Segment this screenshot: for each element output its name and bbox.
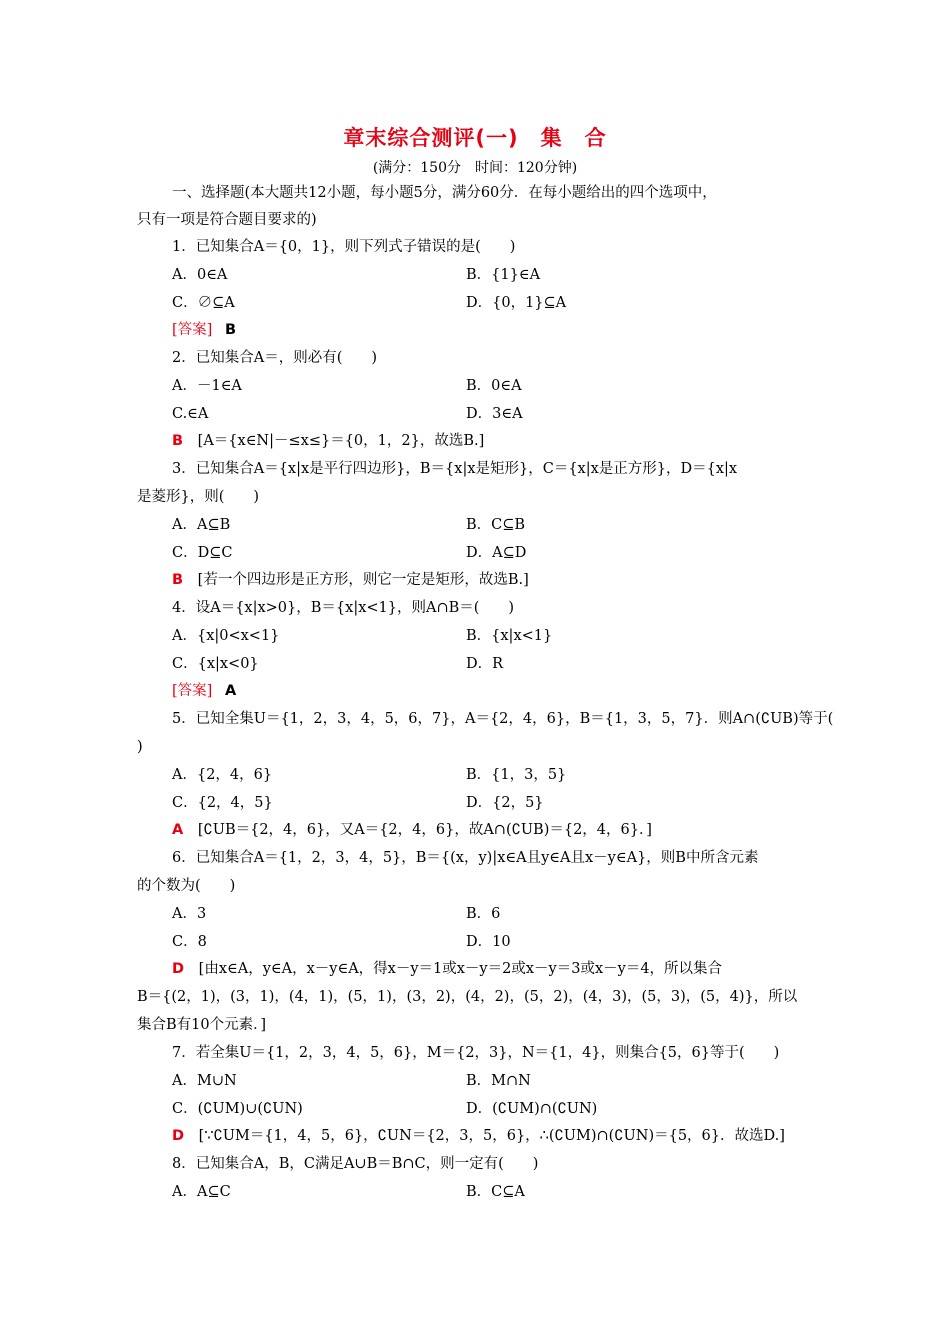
option-c: C．{x|x<0}: [172, 656, 259, 672]
option-a: A．0∈A: [172, 267, 228, 283]
answer-tag: [答案]: [172, 683, 213, 699]
answer-letter: A: [172, 822, 184, 838]
option-a: A．－1∈A: [172, 378, 242, 394]
answer-line: [172, 570, 529, 590]
option-c: C．(∁UM)∪(∁UN): [172, 1101, 303, 1117]
answer-line: [172, 1126, 785, 1146]
question-stem: 4．设A＝{x|x>0}，B＝{x|x<1}，则A∩B＝( ): [172, 600, 515, 616]
answer-explanation: [∁UB＝{2，4，6}，又A＝{2，4，6}，故A∩(∁UB)＝{2，4，6}．]: [197, 822, 652, 838]
option-b: B．{x|x<1}: [466, 628, 553, 644]
answer-value: A: [224, 683, 237, 699]
page-title: 章末综合测评(一) 集 合: [343, 126, 607, 150]
section-intro: 一、选择题(本大题共12小题，每小题5分，满分60分．在每小题给出的四个选项中，: [172, 185, 717, 201]
question-stem: 1．已知集合A＝{0，1}，则下列式子错误的是( ): [172, 239, 516, 255]
answer-explanation-cont: 集合B有10个元素．]: [137, 1017, 267, 1033]
option-b: B．M∩N: [466, 1073, 531, 1089]
option-b: B．0∈A: [466, 378, 522, 394]
answer-letter: B: [172, 572, 184, 588]
option-b: B．C⊆A: [466, 1184, 525, 1200]
answer-value: B: [224, 322, 236, 338]
page-subtitle: (满分：150分 时间：120分钟): [372, 160, 578, 176]
option-c: C.∈A: [172, 406, 209, 422]
answer-tag: [答案]: [172, 322, 213, 338]
answer-explanation: [∵∁UM＝{1，4，5，6}，∁UN＝{2，3，5，6}，∴(∁UM)∩(∁UN)＝{5，6}．故选D.]: [198, 1128, 785, 1144]
option-b: B．C⊆B: [466, 517, 526, 533]
answer-letter: B: [172, 433, 184, 449]
answer-explanation: [A＝{x∈N|－≤x≤}＝{0，1，2}，故选B.]: [197, 433, 485, 449]
question-stem: 2．已知集合A＝，则必有( ): [172, 350, 378, 366]
question-stem: 3．已知集合A＝{x|x是平行四边形}，B＝{x|x是矩形}，C＝{x|x是正方形}，D＝{x|x: [172, 461, 738, 477]
option-a: A．{2，4，6}: [172, 767, 273, 783]
option-c: C．D⊆C: [172, 545, 233, 561]
option-d: D．10: [466, 934, 511, 950]
option-b: B．6: [466, 906, 501, 922]
answer-explanation: [由x∈A，y∈A，x－y∈A，得x－y＝1或x－y＝2或x－y＝3或x－y＝4，所以集合: [198, 961, 723, 977]
option-d: D．R: [466, 656, 504, 672]
answer-line: [172, 681, 236, 701]
option-a: A．{x|0<x<1}: [172, 628, 280, 644]
question-stem-cont: ): [137, 739, 143, 755]
option-d: D．3∈A: [466, 406, 523, 422]
question-stem-cont: 的个数为( ): [137, 878, 236, 894]
answer-letter: D: [172, 961, 185, 977]
option-b: B．{1，3，5}: [466, 767, 567, 783]
question-stem: 6．已知集合A＝{1，2，3，4，5}，B＝{(x，y)|x∈A且y∈A且x－y∈A}，则B中所含元素: [172, 850, 759, 866]
option-c: C．8: [172, 934, 207, 950]
question-stem: 5．已知全集U＝{1，2，3，4，5，6，7}，A＝{2，4，6}，B＝{1，3，5，7}．则A∩(∁UB)等于(: [172, 711, 834, 727]
option-a: A．A⊆B: [172, 517, 231, 533]
answer-line: [172, 959, 722, 979]
option-c: C．∅⊆A: [172, 295, 235, 311]
question-stem: 7．若全集U＝{1，2，3，4，5，6}，M＝{2，3}，N＝{1，4}，则集合{5，6}等于( ): [172, 1045, 780, 1061]
option-c: C．{2，4，5}: [172, 795, 273, 811]
option-b: B．{1}∈A: [466, 267, 541, 283]
option-d: D．{0，1}⊆A: [466, 295, 567, 311]
option-d: D．{2，5}: [466, 795, 544, 811]
section-intro-cont: 只有一项是符合题目要求的): [137, 212, 317, 228]
question-stem: 8．已知集合A，B，C满足A∪B＝B∩C，则一定有( ): [172, 1156, 539, 1172]
option-a: A．M∪N: [172, 1073, 237, 1089]
question-stem-cont: 是菱形}，则( ): [137, 489, 260, 505]
answer-letter: D: [172, 1128, 185, 1144]
answer-explanation: [若一个四边形是正方形，则它一定是矩形，故选B.]: [197, 572, 529, 588]
answer-line: [172, 820, 652, 840]
answer-line: [172, 320, 236, 340]
option-a: A．3: [172, 906, 207, 922]
option-d: D．(∁UM)∩(∁UN): [466, 1101, 598, 1117]
answer-line: [172, 431, 484, 451]
option-a: A．A⊆C: [172, 1184, 231, 1200]
answer-explanation-cont: B＝{(2，1)，(3，1)，(4，1)，(5，1)，(3，2)，(4，2)，(5，2)，(4，3)，(5，3)，(5，4)}，所以: [137, 989, 798, 1005]
option-d: D．A⊆D: [466, 545, 527, 561]
